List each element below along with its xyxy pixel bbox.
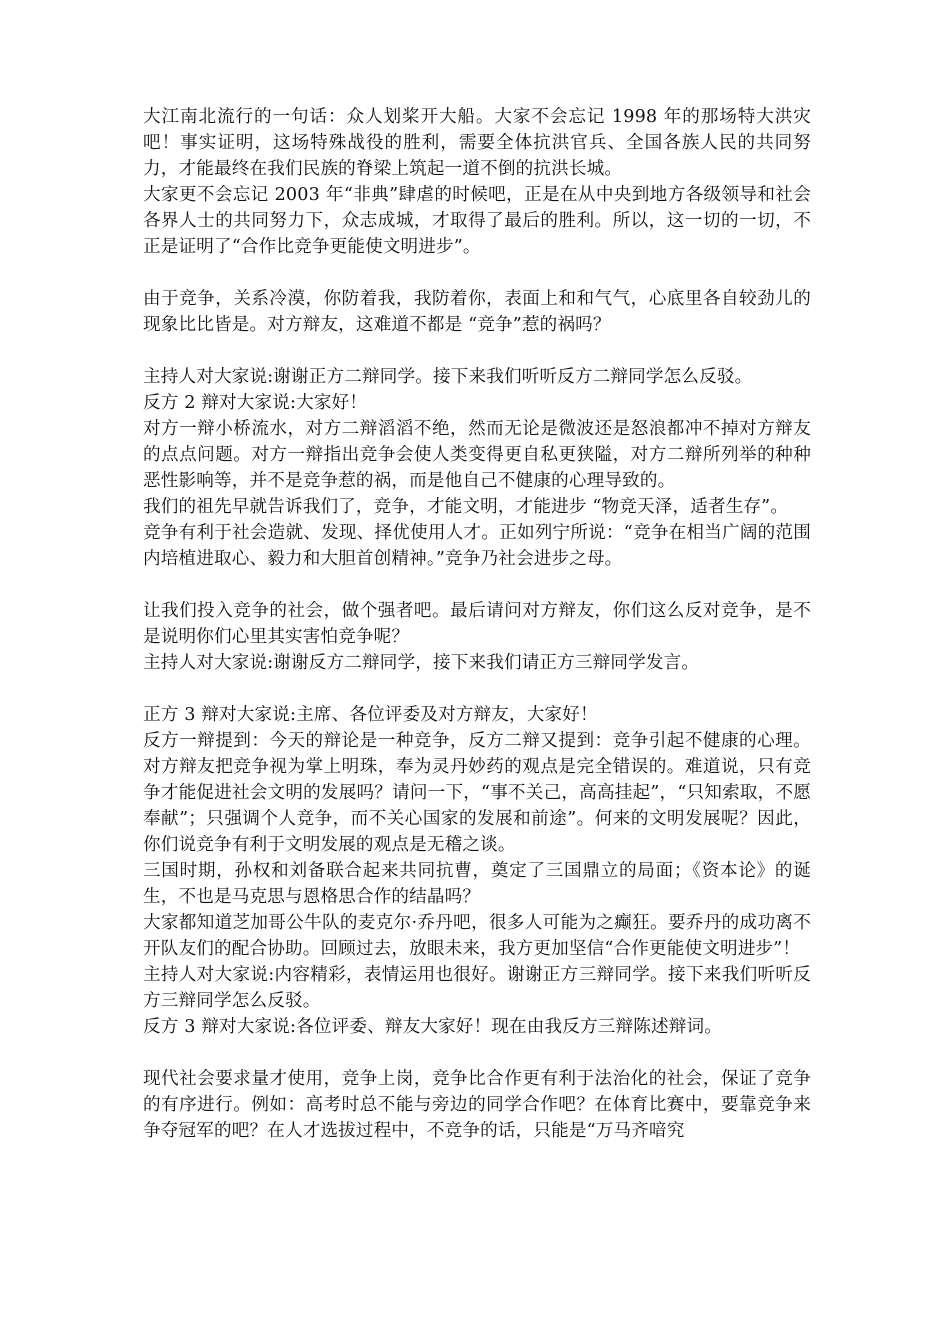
paragraph-speaker-intro: 反方 3 辩对大家说:各位评委、辩友大家好！现在由我反方三辩陈述辩词。 (143, 1017, 722, 1037)
paragraph-gap (143, 1040, 811, 1066)
paragraph-ancestors: 我们的祖先早就告诉我们了，竞争，才能文明，才能进步 “物竞天泽，适者生存”。 (143, 497, 789, 517)
document-body (143, 104, 811, 1144)
paragraph-gap (143, 676, 811, 702)
paragraph-rebuttal: 反方一辩提到：今天的辩论是一种竞争，反方二辩又提到：竞争引起不健康的心理。对方辩友把竞争视为掌上明珠，奉为灵丹妙药的观点是完全错误的。难道说，只有竞争才能促进社会文明的发展吗？请问一下，“事不关己，高高挂起”，“只知索取，不愿奉献”；只强调个人竞争，而不关心国家的发展和前途”。何来的文明发展呢？因此，你们说竞争有利于文明发展的观点是无稽之谈。 (143, 731, 811, 855)
paragraph-lenin-quote: 竞争有利于社会造就、发现、择优使用人才。正如列宁所说：“竞争在相当广阔的范围内培植进取心、毅力和大胆首创精神。”竞争乃社会进步之母。 (143, 523, 811, 569)
paragraph-closing-question: 让我们投入竞争的社会，做个强者吧。最后请问对方辩友，你们这么反对竞争，是不是说明你们心里其实害怕竞争呢？ (143, 601, 811, 647)
paragraph-flood: 大江南北流行的一句话：众人划桨开大船。大家不会忘记 1998 年的那场特大洪灾吧！事实证明，这场特殊战役的胜利，需要全体抗洪官兵、全国各族人民的共同努力，才能最终在我们民族的脊梁上筑起一道不倒的抗洪长城。 (143, 107, 811, 179)
paragraph-speaker-intro: 正方 3 辩对大家说:主席、各位评委及对方辩友，大家好！ (143, 705, 598, 725)
paragraph-speaker-intro: 反方 2 辩对大家说:大家好！ (143, 393, 368, 413)
paragraph-sars: 大家更不会忘记 2003 年“非典”肆虐的时候吧，正是在从中央到地方各级领导和社会各界人士的共同努力下，众志成城，才取得了最后的胜利。所以，这一切的一切，不正是证明了“合作比竞争更能使文明进步”。 (143, 185, 811, 257)
paragraph-gap (143, 572, 811, 598)
paragraph-competition-harm: 由于竞争，关系冷漠，你防着我，我防着你，表面上和和气气，心底里各自较劲儿的现象比比皆是。对方辩友，这难道不都是 “竞争”惹的祸吗？ (143, 289, 811, 335)
paragraph-jordan: 大家都知道芝加哥公牛队的麦克尔·乔丹吧，很多人可能为之癫狂。要乔丹的成功离不开队友们的配合协助。回顾过去，放眼未来，我方更加坚信“合作更能使文明进步”！ (143, 913, 811, 959)
paragraph-host-remark: 主持人对大家说:谢谢正方二辩同学。接下来我们听听反方二辩同学怎么反驳。 (143, 367, 753, 387)
paragraph-rebuttal: 对方一辩小桥流水，对方二辩滔滔不绝，然而无论是微波还是怒浪都冲不掉对方辩友的点点问题。对方一辩指出竞争会使人类变得更自私更狭隘，对方二辩所列举的种种恶性影响等，并不是竞争惹的祸，而是他自己不健康的心理导致的。 (143, 419, 811, 491)
paragraph-gap (143, 338, 811, 364)
paragraph-host-remark: 主持人对大家说:内容精彩，表情运用也很好。谢谢正方三辩同学。接下来我们听听反方三辩同学怎么反驳。 (143, 965, 811, 1011)
paragraph-host-remark: 主持人对大家说:谢谢反方二辩同学，接下来我们请正方三辩同学发言。 (143, 653, 700, 673)
paragraph-three-kingdoms: 三国时期，孙权和刘备联合起来共同抗曹，奠定了三国鼎立的局面；《资本论》的诞生，不也是马克思与恩格思合作的结晶吗？ (143, 861, 811, 907)
paragraph-modern-society: 现代社会要求量才使用，竞争上岗，竞争比合作更有利于法治化的社会，保证了竞争的有序进行。例如：高考时总不能与旁边的同学合作吧？在体育比赛中，要靠竞争来争夺冠军的吧？在人才选拔过程中，不竞争的话，只能是“万马齐喑究 (143, 1069, 811, 1141)
paragraph-gap (143, 260, 811, 286)
